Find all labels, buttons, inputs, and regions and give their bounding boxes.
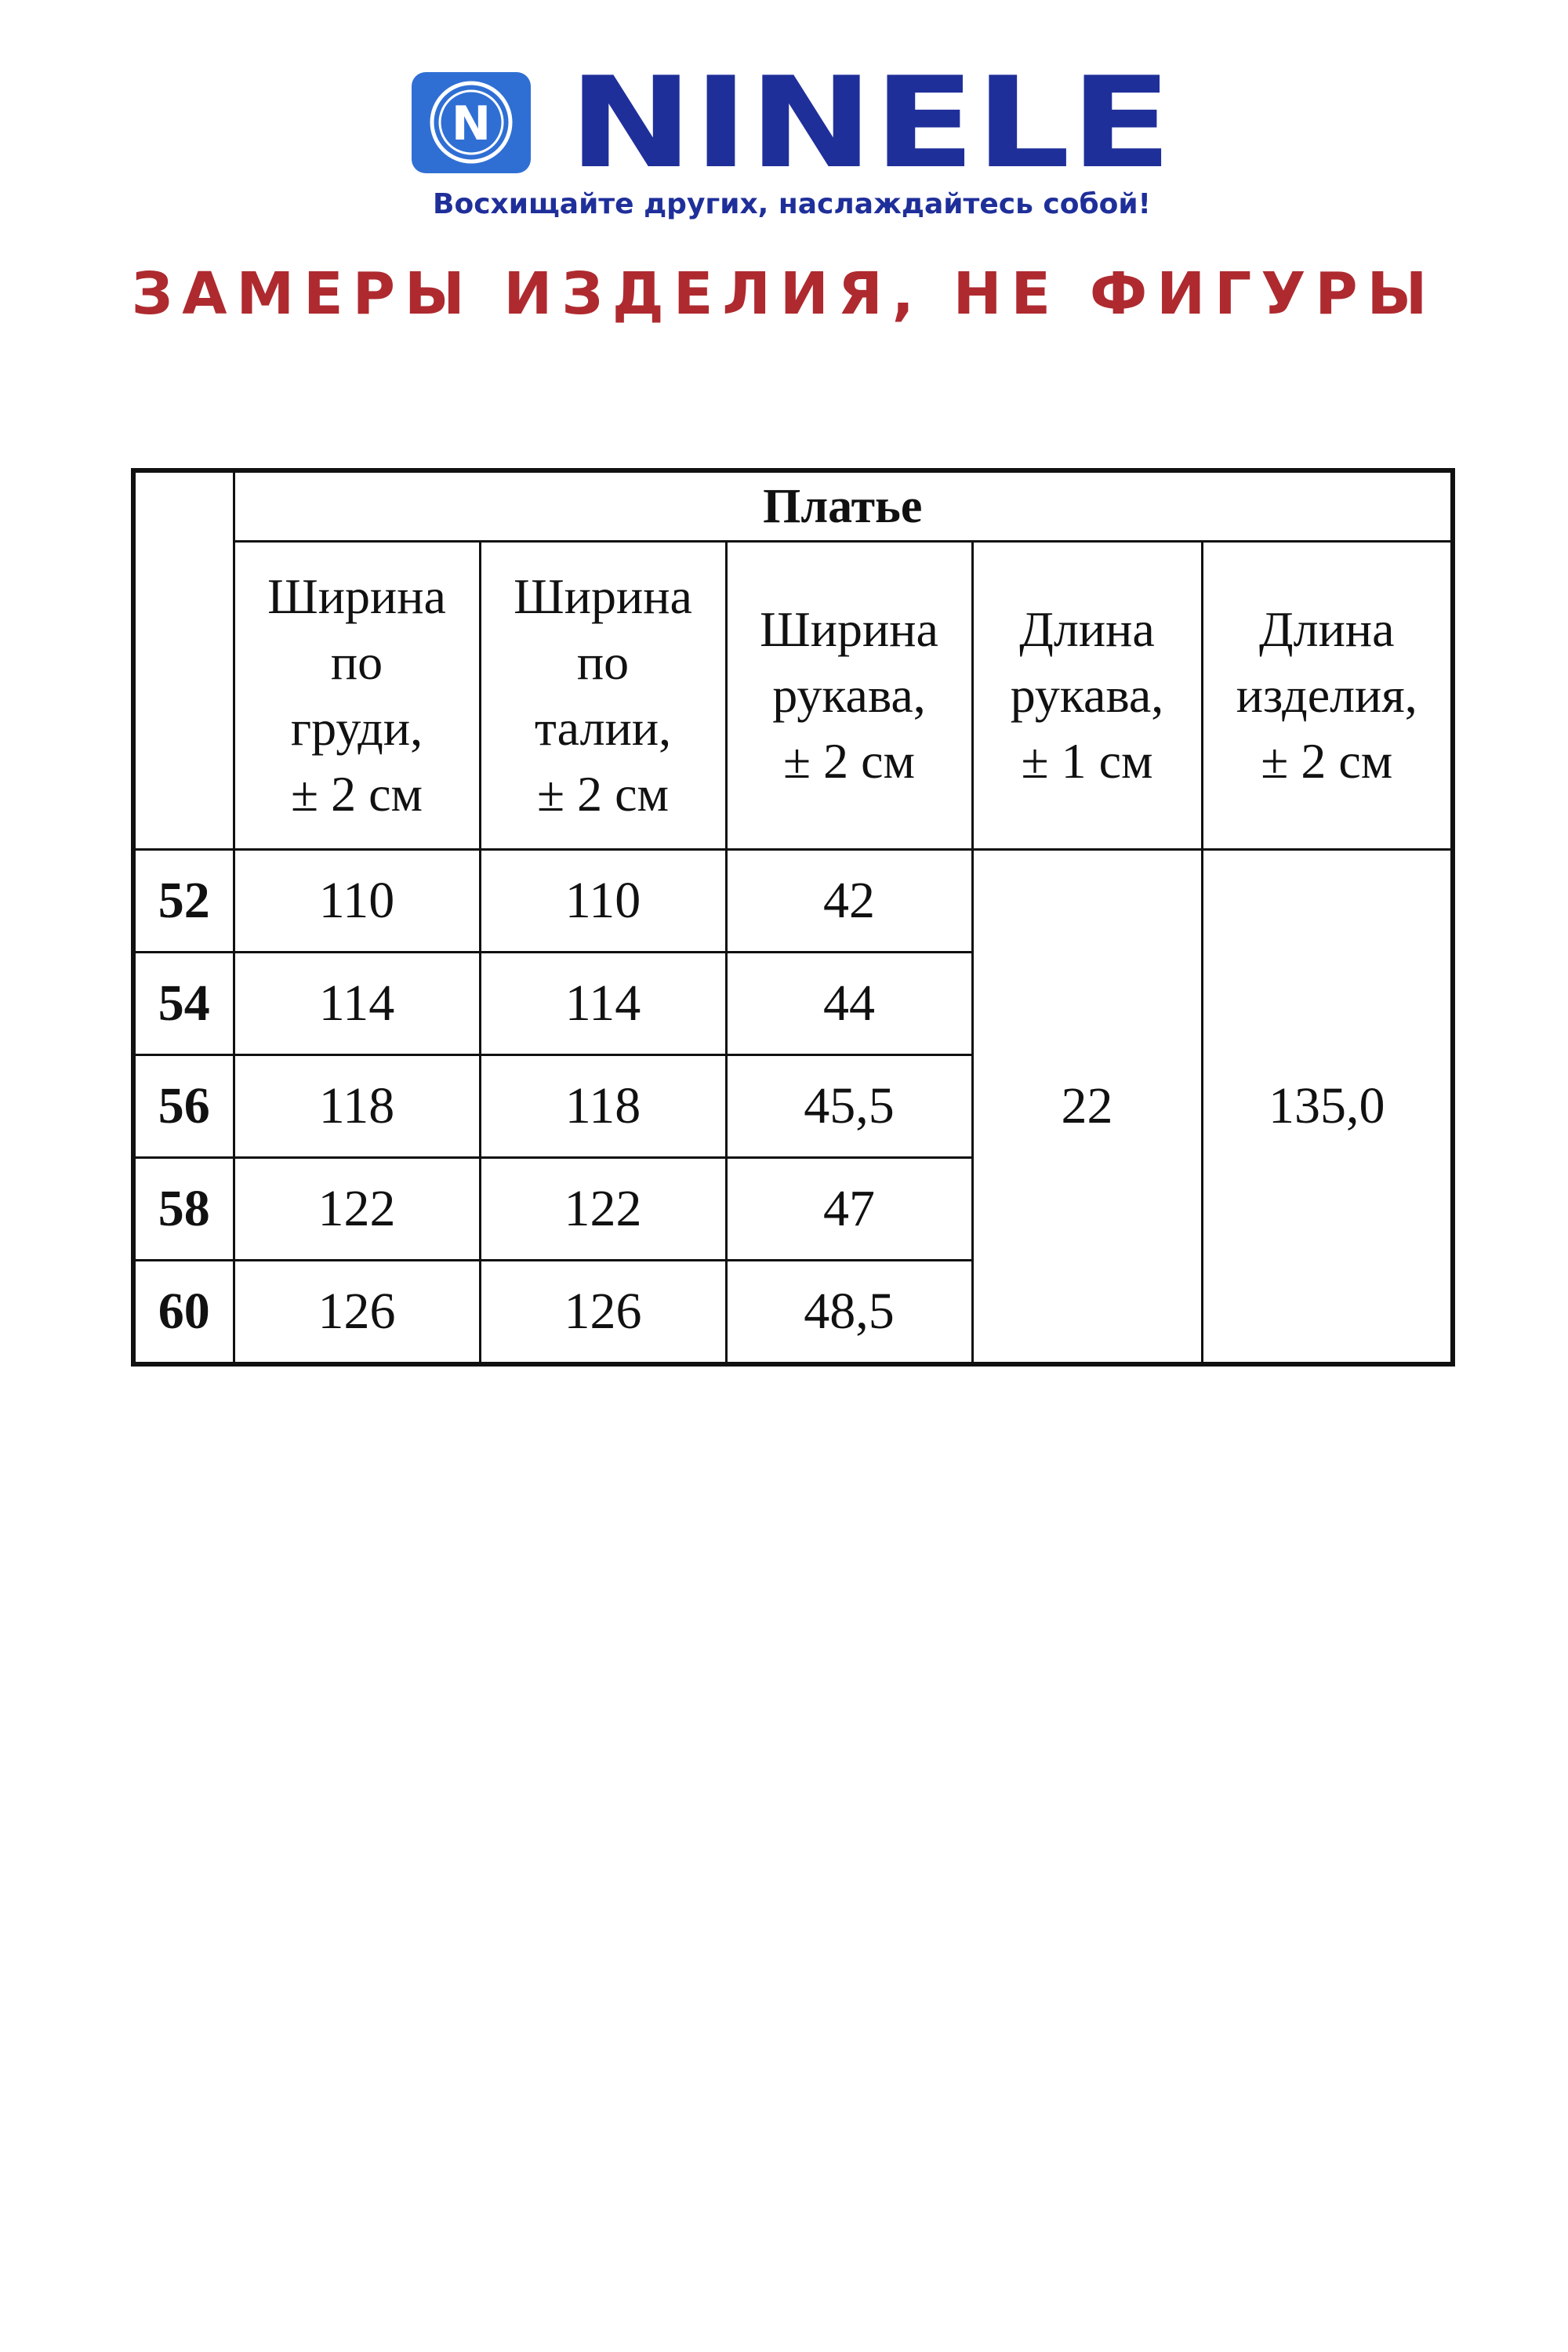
group-title: Платье	[234, 470, 1453, 542]
header-product-length	[1202, 542, 1453, 850]
size-table	[131, 468, 1455, 1367]
header-sleeve-width	[726, 542, 972, 850]
chest-cell: 118	[234, 1055, 480, 1158]
sleeve-width-cell: 42	[726, 850, 972, 953]
chest-cell: 110	[234, 850, 480, 953]
header-sleeve-length-label: Длина рукава, ± 1 см	[1010, 601, 1164, 789]
sleeve-width-cell: 45,5	[726, 1055, 972, 1158]
sleeve-width-cell: 48,5	[726, 1261, 972, 1365]
sleeve-width-cell: 47	[726, 1158, 972, 1261]
brand-tagline: Восхищайте других, наслаждайтесь собой!	[433, 188, 1151, 220]
waist-cell: 122	[480, 1158, 726, 1261]
emblem-letter: N	[451, 96, 492, 151]
waist-cell: 114	[480, 953, 726, 1055]
header-product-length-label: Длина изделия, ± 2 см	[1236, 601, 1417, 789]
sleeve-width-cell: 44	[726, 953, 972, 1055]
header-sleeve-width-label: Ширина рукава, ± 2 см	[760, 601, 938, 789]
size-cell: 56	[133, 1055, 234, 1158]
page-headline: ЗАМЕРЫ ИЗДЕЛИЯ, НЕ ФИГУРЫ	[131, 260, 1437, 328]
header-sleeve-length	[972, 542, 1202, 850]
size-cell: 60	[133, 1261, 234, 1365]
size-cell: 54	[133, 953, 234, 1055]
waist-cell: 118	[480, 1055, 726, 1158]
size-header-cell	[133, 470, 234, 850]
header-waist-width	[480, 542, 726, 850]
brand-wordmark	[568, 72, 1172, 182]
size-cell: 52	[133, 850, 234, 953]
chest-cell: 122	[234, 1158, 480, 1261]
waist-cell: 126	[480, 1261, 726, 1365]
size-cell: 58	[133, 1158, 234, 1261]
table-row	[133, 850, 1453, 953]
chest-cell: 114	[234, 953, 480, 1055]
header-waist-width-label: Ширина по талии, ± 2 см	[514, 568, 692, 822]
brand-emblem-icon	[412, 72, 531, 173]
brand-name: NINELE	[568, 72, 1172, 182]
chest-cell: 126	[234, 1261, 480, 1365]
header-chest-width	[234, 542, 480, 850]
waist-cell: 110	[480, 850, 726, 953]
header-chest-width-label: Ширина по груди, ± 2 см	[267, 568, 446, 822]
sleeve-length-cell: 22	[972, 850, 1202, 1365]
product-length-cell: 135,0	[1202, 850, 1453, 1365]
